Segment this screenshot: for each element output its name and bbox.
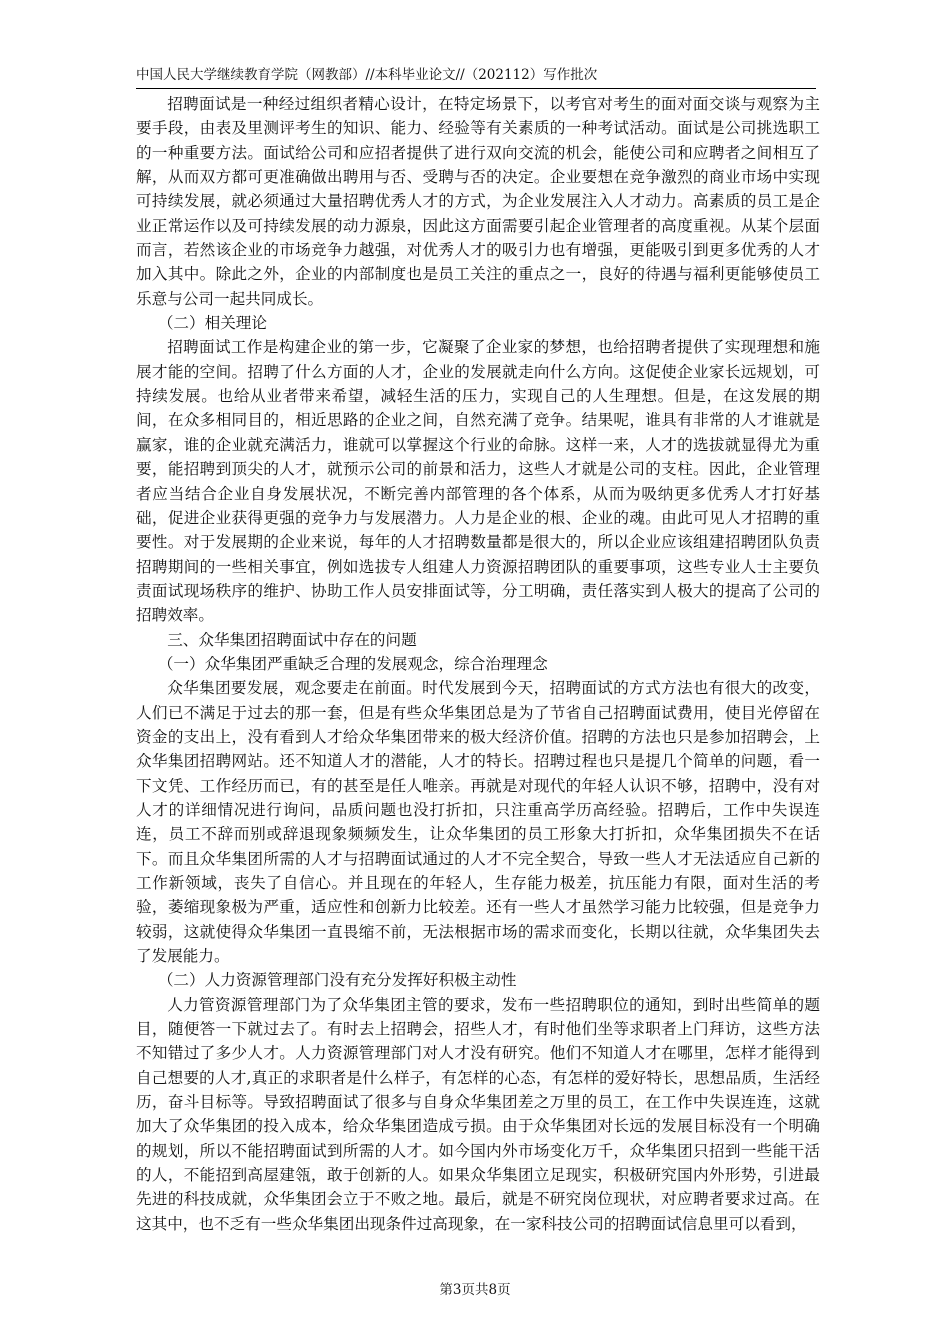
paragraph-theory: 招聘面试工作是构建企业的第一步，它凝聚了企业家的梦想，也给招聘者提供了实现理想和施展才能的空间。招聘了什么方面的人才，企业的发展就走向什么方向。这促使企业家长远规划，可持续发展。也给从业者带来希望，减轻生活的压力，实现自己的人生理想。但是，在这发展的期间，在众多相同目的，相近思路的企业之间，自然充满了竞争。结果呢，谁具有非常的人才谁就是赢家，谁的企业就充满活力，谁就可以掌握这个行业的命脉。这样一来，人才的选拔就显得尤为重要，能招聘到顶尖的人才，就预示公司的前景和活力，这些人才就是公司的支柱。因此，企业管理者应当结合企业自身发展状况，不断完善内部管理的各个体系，从而为吸纳更多优秀人才打好基础，促进企业获得更强的竞争力与发展潜力。人力是企业的根、企业的魂。由此可见人才招聘的重要性。对于发展期的企业来说，每年的人才招聘数量都是很大的，所以企业应该组建招聘团队负责招聘期间的一些相关事宜，例如选拔专人组建人力资源招聘团队的重要事项，这些专业人士主要负责面试现场秩序的维护、协助工作人员安排面试等，分工明确，责任落实到人极大的提高了公司的招聘效率。 <box>136 338 820 625</box>
subsection-heading-problem-1: （一）众华集团严重缺乏合理的发展观念，综合治理理念 <box>157 654 548 673</box>
subsection-heading-problem-2: （二）人力资源管理部门没有充分发挥好积极主动性 <box>157 971 517 990</box>
header-divider <box>136 88 816 89</box>
paragraph-intro: 招聘面试是一种经过组织者精心设计，在特定场景下，以考官对考生的面对面交谈与观察为主要手段，由表及里测评考生的知识、能力、经验等有关素质的一种考试活动。面试是公司挑选职工的一种重要方法。面试给公司和应招者提供了进行双向交流的机会，能使公司和应聘者之间相互了解，从而双方都可更准确做出聘用与否、受聘与否的决定。企业要想在竞争激烈的商业市场中实现可持续发展，就必须通过大量招聘优秀人才的方式，为企业发展注入人才动力。高素质的员工是企业正常运作以及可持续发展的动力源泉，因此这方面需要引起企业管理者的高度重视。从某个层面而言，若然该企业的市场竞争力越强，对优秀人才的吸引力也有增强，更能吸引到更多优秀的人才加入其中。除此之外，企业的内部制度也是员工关注的重点之一，良好的待遇与福利更能够使员工乐意与公司一起共同成长。 <box>136 95 820 308</box>
section-heading-problems: 三、众华集团招聘面试中存在的问题 <box>167 630 417 649</box>
paragraph-problem-2: 人力管资源管理部门为了众华集团主管的要求，发布一些招聘职位的通知，到时出些简单的题目，随便答一下就过去了。有时去上招聘会，招些人才，有时他们坐等求职者上门拜访，这些方法不知错过了多少人才。人力资源管理部门对人才没有研究。他们不知道人才在哪里，怎样才能得到自己想要的人才,真正的求职者是什么样子，有怎样的心态，有怎样的爱好特长，思想品质，生活经历，奋斗目标等。导致招聘面试了很多与自身众华集团差之万里的员工，在工作中失误连连，这就加大了众华集团的投入成本，给众华集团造成亏损。由于众华集团对长远的发展目标没有一个明确的规划，所以不能招聘面试到所需的人才。如今国内外市场变化万千，众华集团只招到一些能干活的人，不能招到高屋建瓴，敢于创新的人。如果众华集团立足现实，积极研究国内外形势，引进最先进的科技成就，众华集团会立于不败之地。最后，就是不研究岗位现状，对应聘者要求过高。在这其中，也不乏有一些众华集团出现条件过高现象，在一家科技公司的招聘面试信息里可以看到， <box>136 995 820 1233</box>
section-heading-theory: （二）相关理论 <box>157 314 267 333</box>
document-body <box>136 92 820 1236</box>
page-number: 第3页共8页 <box>439 1282 511 1298</box>
page-header: 中国人民大学继续教育学院（网教部）//本科毕业论文//（202112）写作批次 <box>136 67 598 83</box>
paragraph-problem-1: 众华集团要发展，观念要走在前面。时代发展到今天，招聘面试的方式方法也有很大的改变，人们已不满足于过去的那一套，但是有些众华集团总是为了节省自己招聘面试费用，使目光停留在资金的支出上，没有看到人才给众华集团带来的极大经济价值。招聘的方法也只是参加招聘会，上众华集团招聘网站。还不知道人才的潜能，人才的特长。招聘过程也只是提几个简单的问题，看一下文凭、工作经历而已，有的甚至是任人唯亲。再就是对现代的年轻人认识不够，招聘中，没有对人才的详细情况进行询问，品质问题也没打折扣，只注重高学历高经验。招聘后，工作中失误连连，员工不辞而别或辞退现象频频发生，让众华集团的员工形象大打折扣，众华集团损失不在话下。而且众华集团所需的人才与招聘面试通过的人才不完全契合，导致一些人才无法适应自己新的工作新领域，丧失了自信心。并且现在的年轻人，生存能力极差，抗压能力有限，面对生活的考验，萎缩现象极为严重，适应性和创新力比较差。还有一些人才虽然学习能力比较强，但是竞争力较弱，这就使得众华集团一直畏缩不前，无法根据市场的需求而变化，长期以往就，众华集团失去了发展能力。 <box>136 679 820 966</box>
